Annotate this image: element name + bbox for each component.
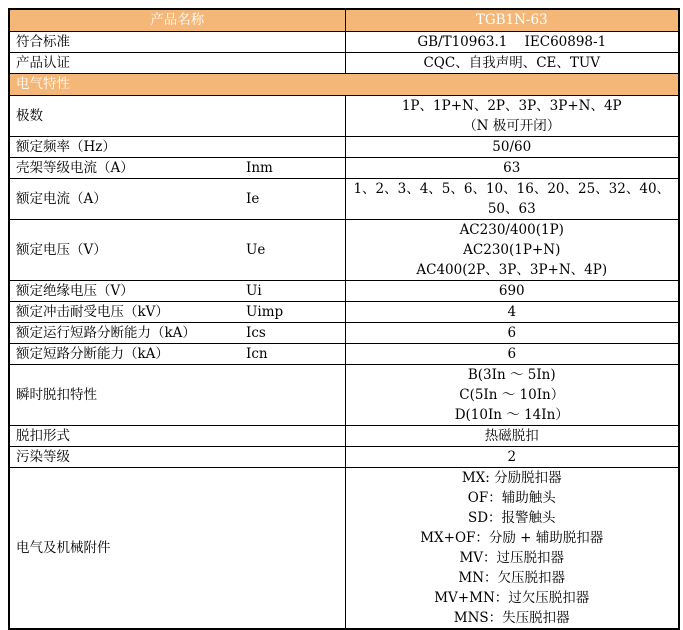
row-frame-current [9, 158, 679, 179]
row-value: 690 [498, 283, 525, 299]
section-header-electrical: 电气特性 [9, 74, 679, 96]
section-row-electrical [9, 74, 679, 96]
table-header-row [9, 9, 679, 32]
row-label: 极数 [16, 108, 43, 124]
row-frequency [9, 137, 679, 158]
value-line: AC230(1P+N) [463, 242, 561, 258]
row-label: 额定电流（A） [16, 191, 107, 207]
row-label: 电气及机械附件 [16, 540, 111, 556]
row-value: 热磁脱扣 [484, 428, 539, 444]
row-service-breaking-capacity [9, 323, 679, 344]
product-model-header: TGB1N-63 [345, 9, 679, 32]
value-line: （N 极可开闭） [463, 118, 561, 134]
row-standard [9, 32, 679, 53]
row-label: 额定频率（Hz） [16, 139, 116, 155]
row-certification [9, 53, 679, 74]
row-value: 63 [503, 160, 521, 176]
row-ultimate-breaking-capacity [9, 344, 679, 365]
row-label: 额定短路分断能力（kA） [16, 346, 169, 362]
row-impulse-voltage [9, 302, 679, 323]
row-symbol: Ue [246, 242, 266, 258]
value-line: MV：过压脱扣器 [459, 550, 565, 566]
row-symbol: Uimp [246, 304, 284, 320]
row-rated-current [9, 179, 679, 220]
row-symbol: Inm [246, 160, 273, 176]
row-trip-type [9, 426, 679, 447]
value-line: MV+MN：过欠压脱扣器 [434, 590, 590, 606]
row-rated-voltage [9, 220, 679, 281]
row-value: 4 [507, 304, 517, 320]
value-line: SD：报警触头 [467, 510, 556, 526]
row-accessories [9, 468, 679, 630]
value-line: OF：辅助触头 [467, 490, 556, 506]
row-value: 2 [507, 449, 517, 465]
row-label: 瞬时脱扣特性 [16, 387, 97, 403]
row-pollution-degree [9, 447, 679, 468]
row-value: 50/60 [492, 139, 532, 155]
value-line: MX: 分励脱扣器 [461, 470, 562, 486]
value-line: C(5In ～ 10In） [459, 387, 565, 403]
row-value: 6 [507, 325, 517, 341]
spec-table [8, 8, 680, 630]
row-symbol: Ui [246, 283, 262, 299]
value-line: MN：欠压脱扣器 [458, 570, 566, 586]
value-line: AC400(2P、3P、3P+N、4P) [416, 262, 608, 278]
row-label: 额定冲击耐受电压（kV） [16, 304, 169, 320]
product-name-header: 产品名称 [9, 9, 345, 32]
value-line: MNS：失压脱扣器 [453, 610, 570, 626]
row-value: 1、2、3、4、5、6、10、16、20、25、32、40、50、63 [353, 181, 671, 217]
row-poles [9, 96, 679, 137]
row-label: 额定电压（V） [16, 242, 107, 258]
row-value: GB/T10963.1 IEC60898-1 [417, 34, 607, 50]
row-label: 脱扣形式 [16, 428, 70, 444]
row-symbol: Ics [246, 325, 266, 341]
row-label: 壳架等级电流（A） [16, 160, 134, 176]
value-line: D(10In ～ 14In） [454, 407, 569, 423]
row-label: 污染等级 [16, 449, 70, 465]
value-line: AC230/400(1P) [459, 222, 564, 238]
row-symbol: Icn [246, 346, 268, 362]
value-line: 1P、1P+N、2P、3P、3P+N、4P [401, 98, 622, 114]
row-insulation-voltage [9, 281, 679, 302]
row-label: 产品认证 [16, 55, 70, 71]
value-line: MX+OF：分励 + 辅助脱扣器 [420, 530, 604, 546]
row-value: 6 [507, 346, 517, 362]
row-value: CQC、自我声明、CE、TUV [423, 55, 601, 71]
row-label: 额定绝缘电压（V） [16, 283, 134, 299]
row-symbol: Ie [246, 191, 260, 207]
row-label: 符合标准 [16, 34, 70, 50]
value-line: B(3In ～ 5In) [467, 367, 556, 383]
row-label: 额定运行短路分断能力（kA） [16, 325, 196, 341]
row-instantaneous-trip [9, 365, 679, 426]
